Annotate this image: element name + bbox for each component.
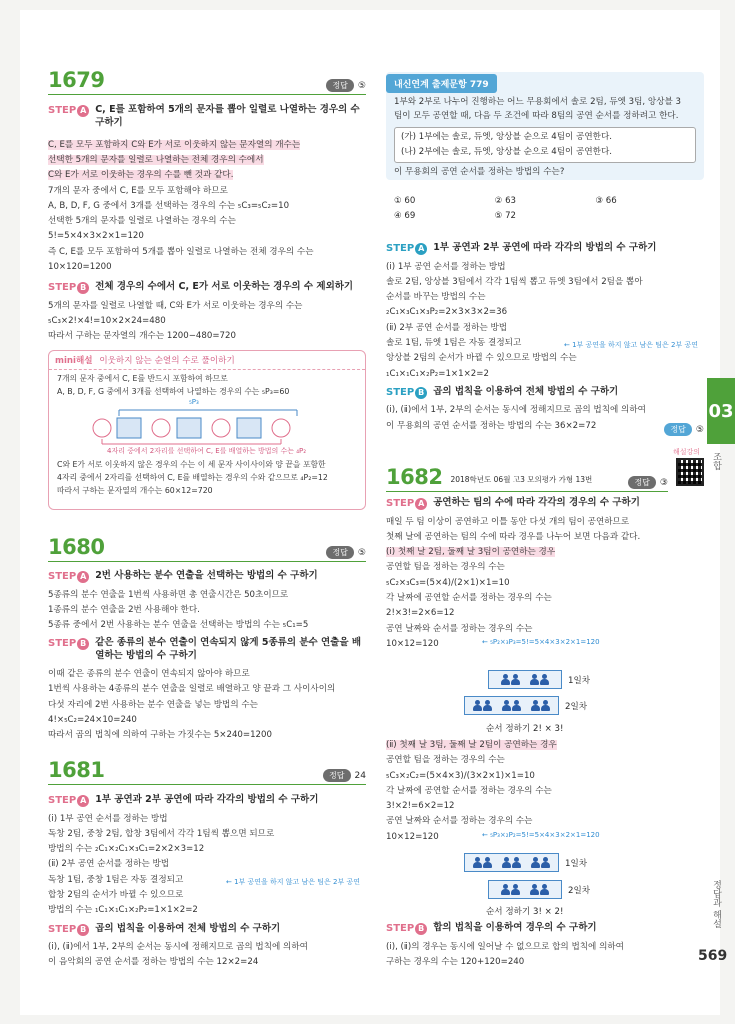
day-label: 1일차	[565, 858, 588, 869]
team-group	[464, 696, 559, 715]
problem-1679-header	[48, 68, 366, 95]
case-1-note: ← ₅P₂×₃P₃=5!=5×4×3×2×1=120	[482, 638, 600, 647]
answer-value: ⑤	[357, 80, 366, 91]
answer-label: 정답	[628, 476, 655, 489]
intro-text: 매일 두 팀 이상이 공연하고 이틀 동안 다섯 개의 팀이 공연하므로 첫째 날에 공연하는 팀의 수에 따라 경우를 나누어 보면 다음과 같다.	[386, 516, 641, 542]
step-b-tag: STEP B	[48, 637, 89, 651]
case-2-note: ← ₅P₃×₂P₂=5!=5×4×3×2×1=120	[482, 831, 600, 840]
problem-number: 1682	[386, 465, 443, 489]
answer-value: ⑤	[357, 547, 366, 558]
case-1-note-text: ₅P₂×₃P₃=5!=5×4×3×2×1=120	[490, 638, 600, 647]
step-b-title: 합의 법칙을 이용하여 경우의 수 구하기	[433, 922, 597, 933]
team-pair	[501, 674, 520, 685]
person-icon	[541, 857, 550, 868]
step-b-text: (ⅰ), (ⅱ)의 경우는 동시에 일어날 수 없으므로 합의 법칙에 의하여 구하는 경우의 수는 120+120=240	[386, 941, 624, 967]
step-b-text: 이때 같은 종류의 분수 연출이 연속되지 않아야 하므로 1번씩 사용하는 4종류의 분수 연출을 일렬로 배열하고 양 끝과 그 사이사이의 다섯 자리에 2번 사용하는 분수 연출을 넣는 방법의 수는 4!×₅C₂=24×10=240 따라서 곱의 법칙에 의하여 구하는 가짓수는 5×240=1200	[48, 669, 336, 741]
step-a-tag: STEP A	[386, 497, 427, 511]
step-b-tag: STEP B	[386, 386, 427, 400]
answer-label: 정답	[326, 546, 353, 559]
team-pair	[531, 700, 550, 711]
problem-1682-body	[386, 497, 704, 652]
step-b-tag: STEP B	[48, 923, 89, 937]
step-b-text: (ⅰ), (ⅱ)에서 1부, 2부의 순서는 동시에 정해지므로 곱의 법칙에 의하여 이 음악회의 공연 순서를 정하는 방법의 수는 12×2=24	[48, 942, 308, 968]
qr-code-icon[interactable]	[676, 458, 704, 486]
condition-box: (가) 1부에는 솔로, 듀엣, 앙상블 순으로 4팀이 공연한다. (나) 2부에는 솔로, 듀엣, 앙상블 순으로 4팀이 공연한다.	[394, 127, 696, 163]
step-a-text: 5종류의 분수 연출을 1번씩 사용하면 총 연출시간은 50초이므로 1종류의 분수 연출을 2번 사용해야 한다. 5종류 중에서 2번 사용하는 분수 연출을 선택하는 방법의 수는 ₅C₁=5	[48, 589, 309, 631]
step-a-title: 1부 공연과 2부 공연에 따라 각각의 방법의 수 구하기	[95, 794, 319, 805]
answer-label: 정답	[323, 769, 350, 782]
problem-1680-body	[48, 570, 366, 744]
step-b-title: 전체 경우의 수에서 C, E가 서로 이웃하는 경우의 수 제외하기	[95, 281, 354, 293]
step-a-title: C, E를 포함하여 5개의 문자를 뽑아 일렬로 나열하는 경우의 수 구하기	[95, 104, 360, 128]
case-2-text: 공연할 팀을 정하는 경우의 수는 ₅C₃×₂C₂=(5×4×3)/(3×2×1)×1=10 각 날짜에 공연할 순서를 정하는 경우의 수는 3!×2!=6×2=12 공연 날짜와 순서를 정하는 경우의 수는 10×12=120	[386, 755, 552, 842]
step-a-tag: STEP A	[48, 570, 89, 584]
mini-text-1: 7개의 문자 중에서 C, E를 반드시 포함하여 하므로 A, B, D, F, G 중에서 3개를 선택하여 나열하는 경우의 수는 ₅P₃=60	[57, 374, 290, 396]
step-b	[386, 922, 704, 936]
qr-label: 해설강의	[673, 448, 701, 456]
step-a	[48, 794, 366, 808]
person-icon	[540, 884, 549, 895]
step-a-content	[48, 812, 366, 919]
answer-badge	[628, 476, 668, 489]
case-2-title	[386, 738, 704, 753]
team-pair	[473, 857, 492, 868]
case-2-note-text: ₅P₃×₂P₂=5!=5×4×3×2×1=120	[490, 831, 600, 840]
step-a-tag: STEP A	[48, 794, 89, 808]
step-a	[386, 497, 704, 511]
mini-diagram	[57, 400, 357, 458]
answer-label: 정답	[326, 79, 353, 92]
step-a-content	[386, 260, 704, 382]
answer-value: ⑤	[695, 424, 704, 435]
step-a-text: (ⅰ) 1부 공연 순서를 정하는 방법 솔로 2팀, 앙상블 3팀에서 각각 1팀씩 뽑고 듀엣 3팀에서 2팀을 뽑아 순서를 바꾸는 방법의 수는 ₂C₁×₃C₁×₃P₂=2×3×3×2=36 (ⅱ) 2부 공연 순서를 정하는 방법 솔로 1팀, 듀엣 1팀은 자동 결정되고 앙상블 2팀의 순서가 바뀔 수 있으므로 방법의 수는 ₁C₁×₁C₁×₂P₂=1×1×2=2	[386, 261, 643, 379]
step-a-title: 2번 사용하는 분수 연출을 선택하는 방법의 수 구하기	[95, 570, 318, 581]
case-1-text: 공연할 팀을 정하는 경우의 수는 ₅C₂×₃C₃=(5×4)/(2×1)×1=10 각 날짜에 공연할 순서를 정하는 경우의 수는 2!×3!=2×6=12 공연 날짜와 순서를 정하는 경우의 수는 10×12=120	[386, 562, 552, 649]
case-1-day-1	[488, 670, 590, 689]
problem-source: 2018학년도 06월 고3 모의평가 가형 13번	[450, 475, 593, 484]
problem-1681-body	[48, 794, 366, 971]
team-pair	[530, 884, 549, 895]
step-b-title: 같은 종류의 분수 연출이 연속되지 않게 5종류의 분수 연출을 배열하는 방법의 수 구하기	[95, 637, 361, 662]
person-icon	[473, 857, 482, 868]
person-icon	[483, 857, 492, 868]
case-1-caption: 순서 정하기 2! × 3!	[486, 724, 564, 734]
linked-solution	[386, 242, 704, 434]
linked-problem-box	[386, 72, 704, 180]
day-label: 1일차	[568, 675, 591, 686]
step-a-tag: STEP A	[48, 104, 89, 118]
team-group	[488, 880, 562, 899]
side-note-text: 1부 공연을 하지 않고 남은 팀은 2부 공연	[234, 877, 361, 886]
person-icon	[531, 857, 540, 868]
answer-badge	[326, 546, 366, 559]
person-icon	[502, 700, 511, 711]
diagram-top-label: ₅P₃	[189, 398, 199, 406]
team-pair	[473, 700, 492, 711]
chapter-tab: 03	[707, 378, 735, 444]
case-2	[386, 738, 704, 845]
step-a	[48, 570, 366, 584]
day-label: 2일차	[568, 885, 591, 896]
person-icon	[512, 700, 521, 711]
step-b-tag: STEP B	[48, 281, 89, 295]
person-icon	[483, 700, 492, 711]
step-b-content	[386, 403, 704, 434]
problem-1682-step-b	[386, 922, 704, 970]
problem-number: 1681	[48, 758, 105, 782]
choice-1: ① 60	[394, 196, 416, 206]
linked-ask: 이 무용회의 공연 순서를 정하는 방법의 수는?	[394, 167, 565, 177]
choice-4: ④ 69	[394, 211, 416, 221]
step-a-text: (ⅰ) 1부 공연 순서를 정하는 방법 독창 2팀, 중창 2팀, 합창 3팀에서 각각 1팀씩 뽑으면 되므로 방법의 수는 ₂C₁×₂C₁×₃C₁=2×2×3=12 (ⅱ) 2부 공연 순서를 정하는 방법 독창 1팀, 중창 1팀은 자동 결정되고 합창 2팀의 순서가 바뀔 수 있으므로 방법의 수는 ₁C₁×₁C₁×₂P₂=1×1×2=2	[48, 813, 275, 916]
step-b	[386, 386, 704, 400]
choice-5: ⑤ 72	[494, 211, 517, 221]
chapter-label: 조합	[711, 452, 721, 470]
step-b	[48, 281, 366, 295]
page-number: 569	[698, 948, 728, 964]
mini-tag: mini해설	[55, 356, 93, 366]
highlight: C, E를 모두 포함하지 C와 E가 서로 이웃하지 않는 문자열의 개수는 선택한 5개의 문자를 일렬로 나열하는 전체 경우의 수에서 C와 E가 서로 이웃하는 경우의 수를 뺀 것과 같다.	[48, 139, 301, 181]
problem-number: 1679	[48, 68, 105, 92]
person-icon	[531, 700, 540, 711]
day-label: 2일차	[565, 701, 588, 712]
step-a-tag: STEP A	[386, 242, 427, 256]
team-pair	[530, 674, 549, 685]
person-icon	[512, 857, 521, 868]
case-1-title	[386, 545, 704, 560]
step-b	[48, 637, 366, 663]
step-b	[48, 923, 366, 937]
case-1-content	[386, 560, 704, 652]
step-a-text: 7개의 문자 중에서 C, E를 모두 포함해야 하므로 A, B, D, F, G 중에서 3개를 선택하는 경우의 수는 ₅C₃=₅C₂=10 선택한 5개의 문자를 일렬로 나열하는 경우의 수는 5!=5×4×3×2×1=120 즉 C, E를 모두 포함하여 5개를 뽑아 일렬로 나열하는 전체 경우의 수는 10×120=1200	[48, 185, 314, 272]
person-icon	[501, 884, 510, 895]
answer-label: 정답	[664, 423, 691, 436]
step-b-title: 곱의 법칙을 이용하여 전체 방법의 수 구하기	[95, 922, 281, 934]
team-pair	[502, 857, 521, 868]
problem-1679-body	[48, 104, 366, 345]
team-group	[464, 853, 559, 872]
answer-badge	[326, 79, 366, 92]
side-note: ← 1부 공연을 하지 않고 남은 팀은 2부 공연	[226, 877, 361, 886]
step-b-tag: STEP B	[386, 922, 427, 936]
choice-3: ③ 66	[595, 196, 617, 206]
mini-title: 이웃하지 않는 순열의 수로 풀이하기	[99, 356, 235, 366]
case-2-title-text: (ⅱ) 첫째 날 3팀, 둘째 날 2팀이 공연하는 경우	[386, 740, 557, 750]
problem-1681-header	[48, 758, 366, 785]
highlight-text	[48, 138, 366, 184]
case-2-content	[386, 753, 704, 845]
case-2-day-1	[464, 853, 587, 872]
problem-1682-header	[386, 465, 668, 492]
answer-badge	[323, 769, 366, 782]
person-icon	[541, 700, 550, 711]
linked-problem-header: 내신연계 출제문항 779	[386, 74, 497, 93]
step-a	[48, 104, 366, 130]
answer-badge	[664, 423, 704, 436]
mini-solution-header	[49, 351, 365, 370]
person-icon	[502, 857, 511, 868]
step-b-text: (ⅰ), (ⅱ)에서 1부, 2부의 순서는 동시에 정해지므로 곱의 법칙에 의하여 이 무용회의 공연 순서를 정하는 방법의 수는 36×2=72	[386, 405, 646, 431]
person-icon	[501, 674, 510, 685]
team-pair	[501, 884, 520, 895]
team-group	[488, 670, 562, 689]
person-icon	[540, 674, 549, 685]
linked-question: 1부와 2부로 나누어 진행하는 어느 무용회에서 솔로 2팀, 듀엣 3팀, 앙상블 3 팀이 모두 공연할 때, 다음 두 조건에 따라 8팀의 공연 순서를 정하려고 한다.	[394, 97, 681, 121]
side-note: ← 1부 공연을 하지 않고 남은 팀은 2부 공연	[564, 340, 699, 349]
person-icon	[511, 674, 520, 685]
case-1-day-2	[464, 696, 587, 715]
mini-solution-box	[48, 350, 366, 510]
case-2-day-2	[488, 880, 590, 899]
person-icon	[511, 884, 520, 895]
section-label: 정답과 해설	[711, 880, 721, 928]
team-pair	[531, 857, 550, 868]
case-2-caption: 순서 정하기 3! × 2!	[486, 907, 564, 917]
step-a	[386, 242, 704, 256]
step-a-title: 공연하는 팀의 수에 따라 각각의 경우의 수 구하기	[433, 497, 640, 508]
case-1-title-text: (ⅰ) 첫째 날 2팀, 둘째 날 3팀이 공연하는 경우	[386, 547, 556, 558]
step-a-title: 1부 공연과 2부 공연에 따라 각각의 방법의 수 구하기	[433, 242, 657, 253]
person-icon	[530, 674, 539, 685]
choices	[386, 194, 704, 224]
mini-text-2: C와 E가 서로 이웃하지 않은 경우의 수는 이 세 문자 사이사이와 양 끝을 포함한 4자리 중에서 2자리를 선택하여 C, E를 배열하는 경우의 수와 같으므로 ₄P₂=12 따라서 구하는 문자열의 개수는 60×12=720	[57, 460, 328, 495]
person-icon	[530, 884, 539, 895]
answer-value: ③	[659, 477, 668, 488]
choice-2: ② 63	[494, 196, 517, 206]
problem-number: 1680	[48, 535, 105, 559]
page	[20, 10, 720, 1015]
side-note-text: 1부 공연을 하지 않고 남은 팀은 2부 공연	[572, 340, 699, 349]
team-pair	[502, 700, 521, 711]
person-icon	[473, 700, 482, 711]
answer-value: 24	[354, 770, 366, 781]
problem-1680-header	[48, 535, 366, 562]
step-b-text: 5개의 문자를 일렬로 나열할 때, C와 E가 서로 이웃하는 경우의 수는 ₅C₃×2!×4!=10×2×24=480 따라서 구하는 문자열의 개수는 1200−480=720	[48, 300, 303, 342]
step-b-title: 곱의 법칙을 이용하여 전체 방법의 수 구하기	[433, 385, 619, 397]
diagram-bottom-label: 4자리 중에서 2자리를 선택하여 C, E를 배열하는 방법의 수는 ₄P₂	[107, 447, 307, 455]
